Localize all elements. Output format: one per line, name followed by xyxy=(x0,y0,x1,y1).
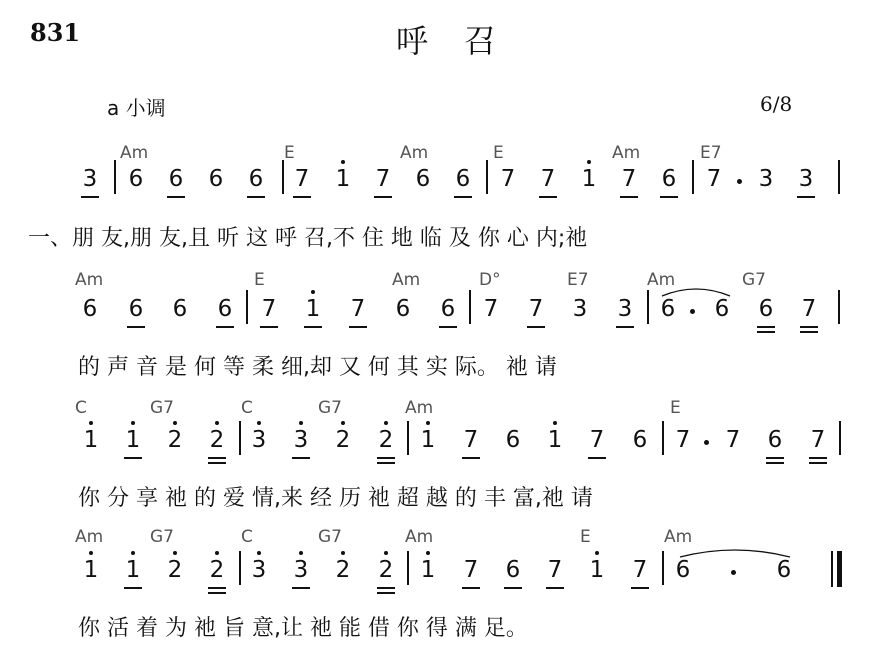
note: 7 xyxy=(463,427,479,453)
lyric-line: 一、朋 友,朋 友,且 听 这 呼 召,不 住 地 临 及 你 心 内;祂 xyxy=(28,226,588,251)
octave-dot xyxy=(426,551,430,555)
note: 7 xyxy=(547,557,563,583)
note: 6 xyxy=(455,166,471,192)
note: 6 xyxy=(661,166,677,192)
duration-underline xyxy=(293,196,311,198)
barline xyxy=(407,551,409,585)
barline xyxy=(407,421,409,455)
note: 2 xyxy=(335,427,351,453)
lyric-line: 你 活 着 为 祂 旨 意,让 祂 能 借 你 得 满 足。 xyxy=(78,616,528,641)
duration-underline xyxy=(462,587,480,589)
note: 6 xyxy=(128,296,144,322)
note: 1 xyxy=(83,427,99,453)
note: 7 xyxy=(706,166,722,192)
octave-dot xyxy=(299,421,303,425)
octave-dot xyxy=(173,421,177,425)
chord-symbol: C xyxy=(241,527,253,547)
chord-symbol: Am xyxy=(647,270,676,290)
note: 3 xyxy=(251,557,267,583)
note: 1 xyxy=(581,166,597,192)
duration-underline xyxy=(208,592,226,594)
note: 3 xyxy=(758,166,774,192)
note: 7 xyxy=(294,166,310,192)
duration-underline xyxy=(616,326,634,328)
chord-symbol: E xyxy=(670,398,681,418)
note: 6 xyxy=(758,296,774,322)
octave-dot xyxy=(131,421,135,425)
tie-arc xyxy=(662,289,730,296)
duration-underline xyxy=(757,326,775,328)
duration-underline xyxy=(631,587,649,589)
duration-underline xyxy=(124,457,142,459)
duration-underline xyxy=(208,462,226,464)
duration-dot xyxy=(704,440,709,445)
lyric-line: 你 分 享 祂 的 爱 情,来 经 历 祂 超 越 的 丰 富,祂 请 xyxy=(78,486,593,511)
barline xyxy=(838,160,840,194)
octave-dot xyxy=(341,551,345,555)
barline xyxy=(246,290,248,324)
duration-underline xyxy=(377,457,395,459)
duration-dot xyxy=(690,309,695,314)
note: 6 xyxy=(767,427,783,453)
chord-symbol: Am xyxy=(400,143,429,163)
chord-symbol: G7 xyxy=(318,398,342,418)
chord-symbol: Am xyxy=(120,143,149,163)
chord-symbol: E7 xyxy=(700,143,722,163)
duration-underline xyxy=(809,457,827,459)
lyric-line: 的 声 音 是 何 等 柔 细,却 又 何 其 实 际。 祂 请 xyxy=(78,355,557,380)
chord-symbol: E xyxy=(493,143,504,163)
octave-dot xyxy=(173,551,177,555)
time-signature: 6/8 xyxy=(760,92,793,116)
key-signature: a 小调 xyxy=(107,96,166,120)
barline xyxy=(239,551,241,585)
duration-underline xyxy=(377,462,395,464)
note: 6 xyxy=(128,166,144,192)
duration-underline xyxy=(247,196,265,198)
note: 2 xyxy=(378,427,394,453)
note: 6 xyxy=(440,296,456,322)
note: 1 xyxy=(125,427,141,453)
note: 6 xyxy=(505,427,521,453)
duration-underline xyxy=(620,196,638,198)
duration-underline xyxy=(800,326,818,328)
note: 2 xyxy=(167,427,183,453)
duration-underline xyxy=(588,457,606,459)
barline xyxy=(839,421,841,455)
chord-symbol: Am xyxy=(664,527,693,547)
octave-dot xyxy=(215,421,219,425)
octave-dot xyxy=(587,160,591,164)
duration-underline xyxy=(377,592,395,594)
chord-symbol: E xyxy=(284,143,295,163)
chord-symbol: G7 xyxy=(318,527,342,547)
chord-symbol: C xyxy=(75,398,87,418)
octave-dot xyxy=(131,551,135,555)
tie-arc xyxy=(680,550,790,557)
duration-underline xyxy=(304,326,322,328)
note: 7 xyxy=(621,166,637,192)
note: 6 xyxy=(208,166,224,192)
duration-underline xyxy=(454,196,472,198)
duration-underline xyxy=(167,196,185,198)
octave-dot xyxy=(299,551,303,555)
note: 1 xyxy=(305,296,321,322)
note: 7 xyxy=(528,296,544,322)
octave-dot xyxy=(341,421,345,425)
chord-symbol: Am xyxy=(612,143,641,163)
note: 2 xyxy=(378,557,394,583)
octave-dot xyxy=(215,551,219,555)
duration-underline xyxy=(462,457,480,459)
duration-underline xyxy=(208,457,226,459)
chord-symbol: Am xyxy=(405,527,434,547)
note: 3 xyxy=(293,557,309,583)
chord-symbol: E xyxy=(580,527,591,547)
octave-dot xyxy=(384,551,388,555)
duration-underline xyxy=(377,587,395,589)
octave-dot xyxy=(257,421,261,425)
barline xyxy=(838,290,840,324)
note: 3 xyxy=(572,296,588,322)
duration-underline xyxy=(797,196,815,198)
octave-dot xyxy=(311,290,315,294)
note: 2 xyxy=(167,557,183,583)
final-barline-thin xyxy=(831,551,833,587)
octave-dot xyxy=(426,421,430,425)
octave-dot xyxy=(341,160,345,164)
note: 7 xyxy=(810,427,826,453)
note: 3 xyxy=(798,166,814,192)
note: 1 xyxy=(420,427,436,453)
duration-underline xyxy=(546,587,564,589)
duration-underline xyxy=(292,457,310,459)
note: 6 xyxy=(415,166,431,192)
duration-underline xyxy=(292,587,310,589)
note: 6 xyxy=(172,296,188,322)
note: 7 xyxy=(500,166,516,192)
note: 6 xyxy=(82,296,98,322)
barline xyxy=(282,160,284,194)
note: 3 xyxy=(617,296,633,322)
final-barline-thick xyxy=(837,551,842,587)
chord-symbol: Am xyxy=(75,270,104,290)
note: 7 xyxy=(675,427,691,453)
duration-underline xyxy=(439,326,457,328)
duration-underline xyxy=(260,326,278,328)
chord-symbol: G7 xyxy=(150,527,174,547)
chord-symbol: E xyxy=(254,270,265,290)
octave-dot xyxy=(553,421,557,425)
note: 7 xyxy=(261,296,277,322)
note: 6 xyxy=(395,296,411,322)
hymn-number: 831 xyxy=(30,18,81,47)
barline xyxy=(692,160,694,194)
duration-underline xyxy=(504,587,522,589)
chord-symbol: G7 xyxy=(742,270,766,290)
note: 6 xyxy=(776,557,792,583)
note: 7 xyxy=(540,166,556,192)
duration-underline xyxy=(766,462,784,464)
chord-symbol: Am xyxy=(75,527,104,547)
chord-symbol: G7 xyxy=(150,398,174,418)
octave-dot xyxy=(384,421,388,425)
note: 7 xyxy=(375,166,391,192)
barline xyxy=(647,290,649,324)
note: 7 xyxy=(725,427,741,453)
note: 2 xyxy=(209,427,225,453)
note: 1 xyxy=(589,557,605,583)
note: 7 xyxy=(483,296,499,322)
chord-symbol: E7 xyxy=(567,270,589,290)
duration-dot xyxy=(731,570,736,575)
note: 6 xyxy=(248,166,264,192)
chord-symbol: Am xyxy=(405,398,434,418)
note: 1 xyxy=(125,557,141,583)
note: 6 xyxy=(675,557,691,583)
octave-dot xyxy=(257,551,261,555)
barline xyxy=(469,290,471,324)
note: 2 xyxy=(209,557,225,583)
duration-underline xyxy=(809,462,827,464)
duration-underline xyxy=(127,326,145,328)
duration-underline xyxy=(539,196,557,198)
duration-underline xyxy=(216,326,234,328)
note: 1 xyxy=(420,557,436,583)
duration-underline xyxy=(800,331,818,333)
note: 6 xyxy=(217,296,233,322)
duration-underline xyxy=(349,326,367,328)
note: 1 xyxy=(335,166,351,192)
duration-underline xyxy=(766,457,784,459)
chord-symbol: D° xyxy=(479,270,501,290)
octave-dot xyxy=(89,551,93,555)
duration-dot xyxy=(737,179,742,184)
note: 2 xyxy=(335,557,351,583)
note: 7 xyxy=(632,557,648,583)
note: 6 xyxy=(505,557,521,583)
octave-dot xyxy=(89,421,93,425)
chord-symbol: Am xyxy=(392,270,421,290)
note: 6 xyxy=(660,296,676,322)
duration-underline xyxy=(527,326,545,328)
note: 1 xyxy=(83,557,99,583)
note: 3 xyxy=(293,427,309,453)
barline xyxy=(486,160,488,194)
duration-underline xyxy=(660,196,678,198)
note: 3 xyxy=(82,166,98,192)
hymn-title: 呼召 xyxy=(395,22,532,60)
barline xyxy=(114,160,116,194)
note: 6 xyxy=(714,296,730,322)
chord-symbol: C xyxy=(241,398,253,418)
note: 7 xyxy=(350,296,366,322)
note: 3 xyxy=(251,427,267,453)
note: 6 xyxy=(168,166,184,192)
note: 1 xyxy=(547,427,563,453)
note: 7 xyxy=(801,296,817,322)
duration-underline xyxy=(374,196,392,198)
duration-underline xyxy=(124,587,142,589)
barline xyxy=(662,421,664,455)
duration-underline xyxy=(81,196,99,198)
note: 7 xyxy=(463,557,479,583)
octave-dot xyxy=(595,551,599,555)
duration-underline xyxy=(208,587,226,589)
barline xyxy=(239,421,241,455)
note: 7 xyxy=(589,427,605,453)
barline xyxy=(662,551,664,585)
note: 6 xyxy=(632,427,648,453)
duration-underline xyxy=(757,331,775,333)
